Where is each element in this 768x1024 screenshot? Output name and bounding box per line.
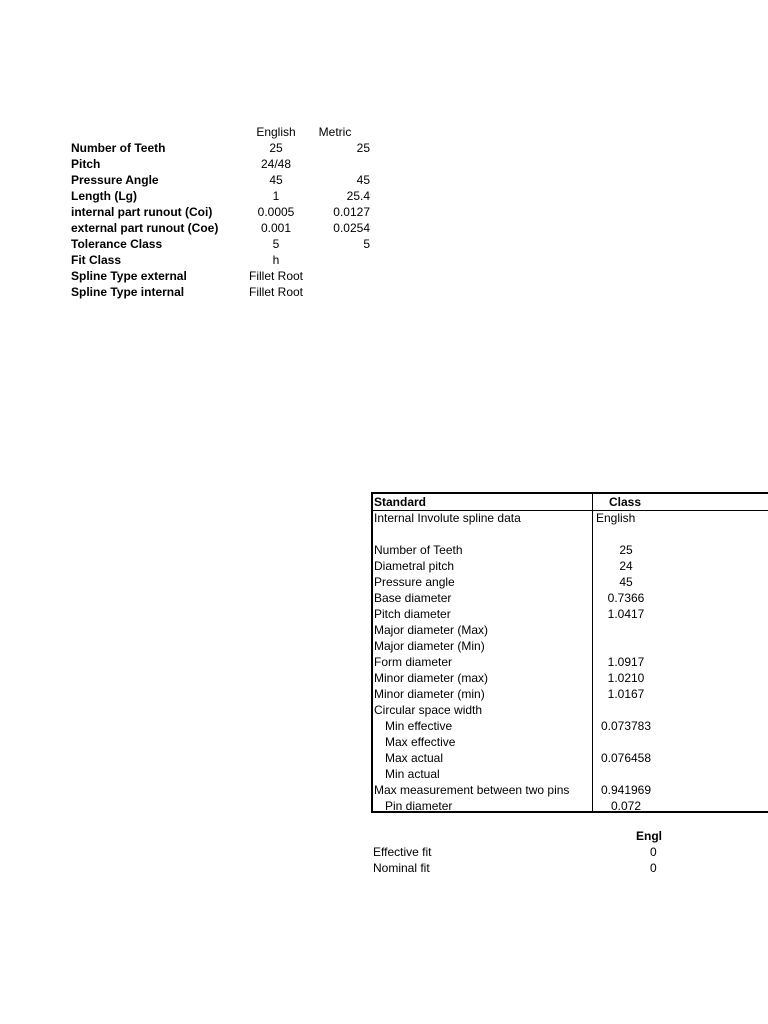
table-row-label: Major diameter (Max): [374, 623, 489, 637]
table-row-value: 1.0167: [607, 687, 645, 701]
table-row-label: Internal Involute spline data: [374, 511, 521, 525]
table-header-class: Class: [608, 495, 642, 509]
param-label-pressure-angle: Pressure Angle: [71, 173, 159, 187]
table-row-value: [593, 702, 659, 718]
fit-value-nominal: 0: [650, 861, 657, 875]
table-row-value: 0.076458: [600, 751, 652, 765]
table-row-label: Minor diameter (min): [374, 687, 485, 701]
fit-header: Engl: [636, 829, 662, 843]
param-label-spline-internal: Spline Type internal: [71, 285, 185, 299]
table-row-value: 25: [619, 543, 633, 557]
table-row-label: Max actual: [385, 751, 444, 765]
spline-labels: [374, 494, 569, 814]
table-row-label: Number of Teeth: [374, 543, 463, 557]
fit-label-nominal: Nominal fit: [373, 861, 430, 875]
table-row-label: Diametral pitch: [374, 559, 455, 573]
table-header-standard: Standard: [374, 495, 427, 509]
table-row-label: Max measurement between two pins: [374, 783, 570, 797]
spline-values: [593, 494, 659, 814]
param-label-tolerance-class: Tolerance Class: [71, 237, 163, 251]
param-label-teeth: Number of Teeth: [71, 141, 166, 155]
param-label-internal-runout: internal part runout (Coi): [71, 205, 213, 219]
table-row-value: 1.0210: [607, 671, 645, 685]
param-label-fit-class: Fit Class: [71, 253, 122, 267]
metric-value: [300, 284, 370, 300]
table-row-value: 1.0917: [607, 655, 645, 669]
table-row-label: Pressure angle: [374, 575, 455, 589]
metric-value: 45: [356, 173, 370, 187]
metric-column: [300, 124, 370, 300]
param-label-spline-external: Spline Type external: [71, 269, 187, 283]
table-row-label: Base diameter: [374, 591, 452, 605]
english-value: Fillet Root: [248, 285, 304, 299]
table-row-value: 0.073783: [600, 719, 652, 733]
table-row-value: English: [596, 511, 636, 525]
spline-data-table: [371, 492, 768, 813]
metric-value: 25: [356, 141, 370, 155]
table-row-label: Minor diameter (max): [374, 671, 489, 685]
table-row-value: [593, 734, 659, 750]
english-header: English: [256, 125, 296, 139]
table-row-value: [593, 526, 659, 542]
table-row-value: 45: [619, 575, 633, 589]
table-row-value: [593, 622, 659, 638]
metric-value: [300, 156, 370, 172]
metric-value: [300, 268, 370, 284]
metric-value: 0.0254: [333, 221, 370, 235]
metric-value: 5: [363, 237, 370, 251]
english-value: 24/48: [260, 157, 292, 171]
table-row-label: [374, 526, 569, 542]
fit-label-effective: Effective fit: [373, 845, 432, 859]
table-row-label: Form diameter: [374, 655, 453, 669]
fit-value-effective: 0: [650, 845, 657, 859]
table-row-value: 0.7366: [607, 591, 645, 605]
table-row-value: 0.072: [610, 799, 642, 813]
table-row-label: Pitch diameter: [374, 607, 451, 621]
fit-labels: [373, 828, 431, 876]
table-row-label: Min effective: [385, 719, 453, 733]
english-value: 0.001: [260, 221, 292, 235]
table-row-label: Min actual: [385, 767, 440, 781]
metric-value: 25.4: [346, 189, 370, 203]
english-value: 0.0005: [257, 205, 295, 219]
table-row-value: [593, 638, 659, 654]
english-value: Fillet Root: [248, 269, 304, 283]
param-label-external-runout: external part runout (Coe): [71, 221, 219, 235]
table-row-value: [593, 766, 659, 782]
english-value: 45: [269, 173, 283, 187]
english-value: 5: [272, 237, 280, 251]
parameter-labels: [71, 140, 218, 300]
table-row-label: Circular space width: [374, 703, 483, 717]
table-row-label: Major diameter (Min): [374, 639, 485, 653]
metric-value: [300, 252, 370, 268]
table-row-label: Max effective: [385, 735, 456, 749]
english-value: 1: [272, 189, 280, 203]
table-row-value: 1.0417: [607, 607, 645, 621]
metric-header: Metric: [318, 125, 352, 139]
param-label-pitch: Pitch: [71, 157, 101, 171]
table-row-label: Pin diameter: [385, 799, 453, 813]
param-label-length: Length (Lg): [71, 189, 137, 203]
english-value: 25: [269, 141, 283, 155]
table-row-value: 24: [619, 559, 633, 573]
english-value: h: [272, 253, 280, 267]
metric-value: 0.0127: [333, 205, 370, 219]
table-row-value: 0.941969: [600, 783, 652, 797]
